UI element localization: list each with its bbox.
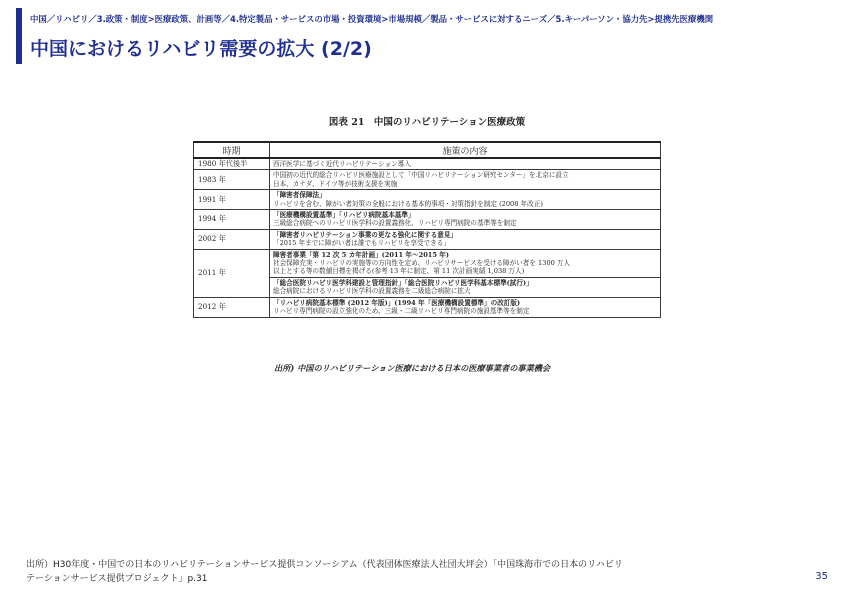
footnote-line: 出所）H30年度・中国での日本のリハビリテーションサービス提供コンソーシアム（代表団体医療法人社団大坪会）「中国珠海市での日本のリハビリ: [26, 560, 623, 570]
footnote: [26, 558, 786, 586]
period-cell: 2012 年: [194, 297, 270, 317]
table-row: [194, 170, 661, 190]
column-header-period: 時期: [194, 142, 270, 158]
policy-table-body: [194, 158, 661, 317]
period-cell: 1983 年: [194, 170, 270, 190]
policy-line: 中国初の近代的総合リハビリ医療施設として「中国リハビリテーション研究センター」を北京に設立: [273, 171, 569, 180]
policy-group: [273, 211, 657, 228]
page-title: 中国におけるリハビリ需要の拡大 (2/2): [30, 38, 372, 60]
footnote-line: テーションサービス提供プロジェクト」p.31: [26, 574, 208, 584]
policy-line: 「2015 年までに障がい者は誰でもリハビリを享受できる」: [273, 239, 450, 248]
table-row: [194, 249, 661, 297]
figure-title: 図表 21 中国のリハビリテーション医療政策: [328, 117, 526, 128]
policy-line: 「総合医院リハビリ医学科建設と管理指針」「総合医院リハビリ医学科基本標準(試行)」: [273, 278, 533, 287]
column-header-content: 施策の内容: [270, 142, 661, 158]
content-cell: [270, 229, 661, 249]
policy-line: 日本、カナダ、ドイツ等が技術支援を実施: [273, 179, 398, 188]
table-row: [194, 297, 661, 317]
content-cell: [270, 158, 661, 170]
page-number: 35: [815, 571, 828, 582]
table-row: [194, 210, 661, 230]
content-cell: [270, 210, 661, 230]
title-accent-bar: [16, 8, 22, 64]
content-cell: [270, 170, 661, 190]
period-cell: 1991 年: [194, 190, 270, 210]
table-row: [194, 229, 661, 249]
content-cell: [270, 249, 661, 297]
policy-figure: [190, 112, 664, 380]
period-cell: 2011 年: [194, 249, 270, 297]
policy-line: 「リハビリ病院基本標準 (2012 年版)」(1994 年「医療機構設置標準」の改訂版): [273, 298, 521, 307]
policy-group: [273, 231, 657, 248]
policy-line: 「医療機構設置基準」「リハビリ病院基本基準」: [273, 211, 415, 220]
policy-line: 総合病院におけるリハビリ医学科の設置義務を二級総合病院に拡大: [273, 287, 471, 296]
table-row: [194, 158, 661, 170]
policy-line: 以上とする等の数値目標を掲げる(参考 13 年に制定、第 11 次計画実績 1,038 万人): [273, 267, 525, 276]
policy-group: [273, 191, 657, 208]
policy-group: [273, 251, 657, 276]
content-cell: [270, 190, 661, 210]
content-cell: [270, 297, 661, 317]
policy-table: [193, 141, 661, 318]
policy-group: [273, 171, 657, 188]
policy-line: リハビリを含む、障がい者対策の全般における基本的事項・対策指針を制定 (2008 年改正): [273, 199, 543, 208]
policy-group: [273, 160, 657, 168]
policy-line: 障害者事業「第 12 次 5 カ年計画」(2011 年～2015 年): [273, 250, 449, 259]
policy-line: 社会保障充実・リハビリの実施等の方向性を定め、リハビリサービスを受ける障がい者を 1300 万人: [273, 259, 571, 268]
table-header-row: [194, 142, 661, 158]
period-cell: 1980 年代後半: [194, 158, 270, 170]
table-row: [194, 190, 661, 210]
period-cell: 1994 年: [194, 210, 270, 230]
breadcrumb: 中国／リハビリ／3.政策・制度>医療政策、計画等／4.特定製品・サービスの市場・投資環境>市場規模／製品・サービスに対するニーズ／5.キーパーソン・協力先>提携先医療機関: [30, 14, 714, 24]
policy-line: 「障害者保障法」: [273, 191, 326, 200]
policy-line: 「障害者リハビリテーション事業の更なる強化に関する意見」: [273, 230, 458, 239]
period-cell: 2002 年: [194, 229, 270, 249]
policy-group: [270, 277, 660, 296]
policy-group: [273, 299, 657, 316]
policy-line: 西洋医学に基づく近代リハビリテーション導入: [273, 160, 411, 168]
figure-source: 出所) 中国のリハビリテーション医療における日本の医療事業者の事業機会: [274, 363, 551, 373]
policy-line: リハビリ専門病院の設立強化のため、三級・二級リハビリ専門病院の施設基準等を制定: [273, 307, 530, 316]
policy-line: 三級総合病院へのリハビリ医学科の設置義務化、リハビリ専門病院の基準等を制定: [273, 219, 517, 228]
